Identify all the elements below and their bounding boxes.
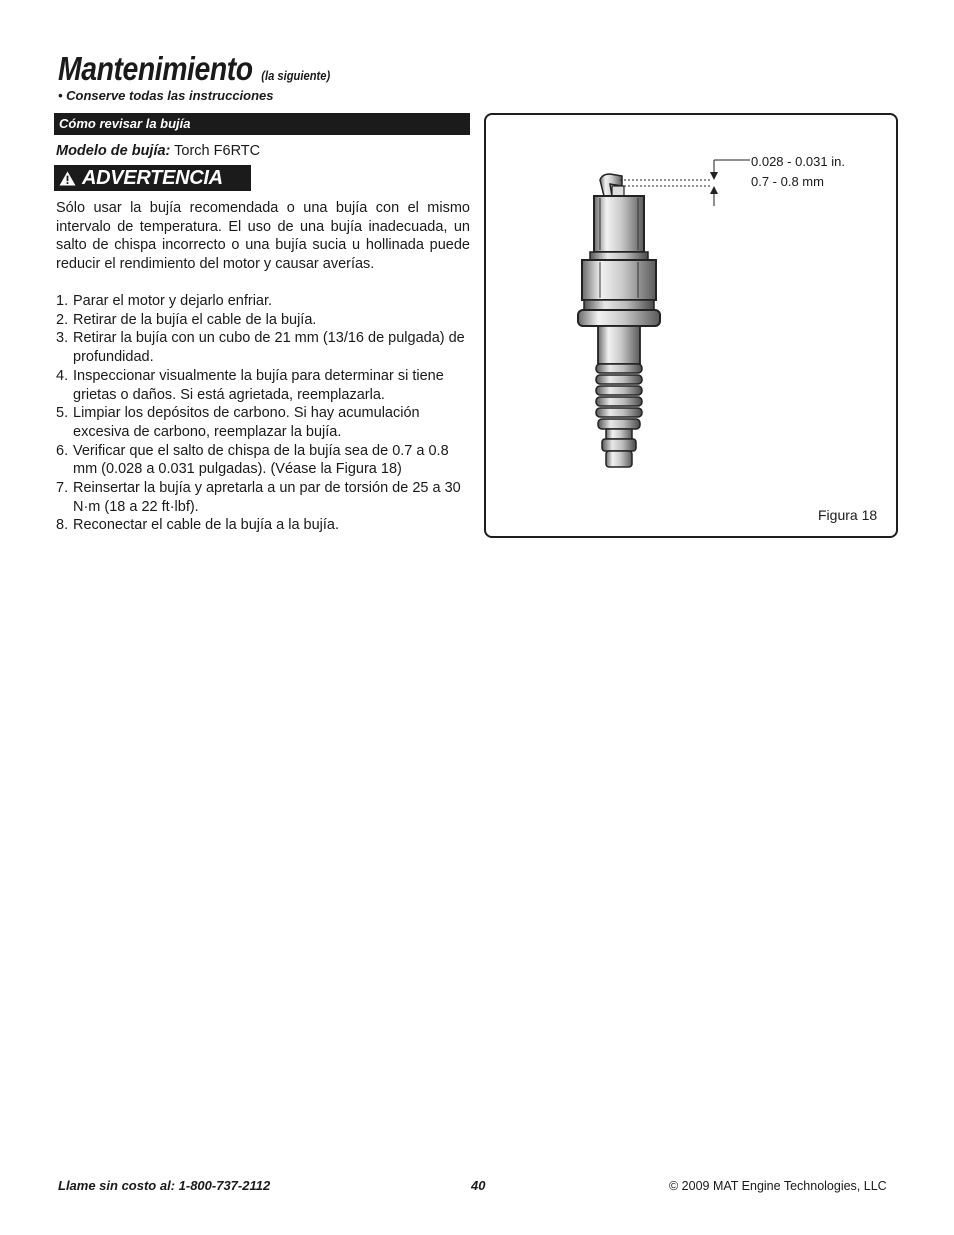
figure-caption: Figura 18	[818, 507, 878, 523]
list-item: 7. Reinsertar la bujía y apretarla a un par de torsión de 25 a 30 N·m (18 a 22 ft·lbf).	[56, 480, 461, 515]
list-item: 1. Parar el motor y dejarlo enfriar.	[56, 293, 273, 309]
warning-text: Sólo usar la bujía recomendada o una bujía con el mismo intervalo de temperatura. El uso de una bujía inadecuada, un salto de chispa incorrecto o una bujía sucia u hollinada puede reducir el rendimiento del motor y causar averías.	[56, 200, 470, 273]
list-item: 8. Reconectar el cable de la bujía a la bujía.	[56, 517, 340, 534]
list-item: 6. Verificar que el salto de chispa de la bujía sea de 0.7 a 0.8 mm (0.028 a 0.031 pulgadas). (Véase la Figura 18)	[56, 442, 449, 478]
section-header: Cómo revisar la bujía	[54, 113, 470, 135]
list-item: 3. Retirar la bujía con un cubo de 21 mm (13/16 de pulgada) de profundidad.	[56, 330, 465, 366]
footer-phone: Llame sin costo al: 1-800-737-2112	[58, 1178, 271, 1193]
gap-inches-label: 0.028 - 0.031 in.	[751, 154, 845, 169]
warning-label: ADVERTENCIA	[82, 166, 223, 189]
warning-banner	[54, 165, 251, 191]
model-label: Modelo de bujía:	[56, 143, 171, 159]
footer-copyright: © 2009 MAT Engine Technologies, LLC	[669, 1179, 887, 1193]
warning-triangle-icon	[59, 171, 76, 186]
steps-list	[56, 292, 476, 535]
page-title: Mantenimiento (la siguiente)	[58, 50, 331, 87]
list-item: 4. Inspeccionar visualmente la bujía para determinar si tiene grietas o daños. Si está agrietada, reemplazarla.	[56, 367, 444, 403]
list-item: 2. Retirar de la bujía el cable de la bujía.	[56, 311, 317, 328]
gap-mm-label: 0.7 - 0.8 mm	[751, 174, 824, 189]
title-note: (la siguiente)	[261, 68, 331, 83]
spark-plug-model	[56, 143, 260, 159]
list-item: 5. Limpiar los depósitos de carbono. Si hay acumulación excesiva de carbono, reemplazar la bujía.	[56, 405, 420, 440]
page-subtitle: • Conserve todas las instrucciones	[58, 88, 274, 103]
spark-plug-illustration	[540, 150, 780, 490]
model-value: Torch F6RTC	[170, 143, 261, 159]
page-number: 40	[471, 1178, 486, 1193]
